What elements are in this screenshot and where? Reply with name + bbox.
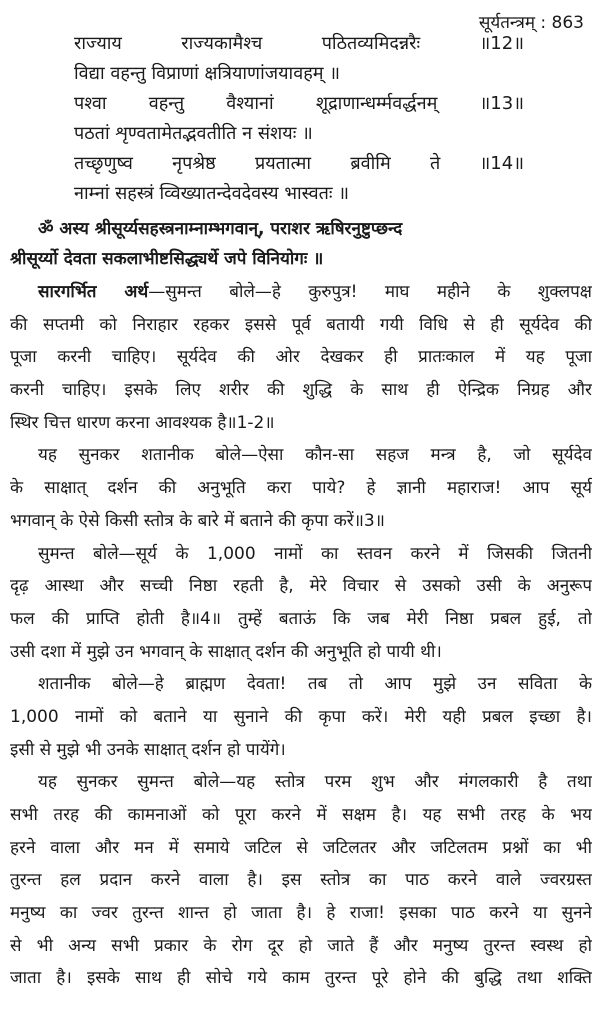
verse-line: नाम्नां सहस्त्रं व्विख्यातन्देवदेवस्य भास्वतः ॥ [74,183,350,204]
prose-line: मनुष्य का ज्वर तुरन्त शान्त हो जाता है। हे राजा! इसका पाठ करने या सुनने [10,903,592,924]
prose-line: के साक्षात् दर्शन की अनुभूति करा पाये? हे ज्ञानी महाराज! आप सूर्य [10,478,592,499]
prose-line: भगवान् के ऐसे किसी स्तोत्र के बारे में बताने की कृपा करें॥3॥ [10,510,385,531]
prose-line: तुरन्त हल प्रदान करने वाला है। इस स्तोत्र का पाठ करने वाले ज्वरग्रस्त [10,870,592,891]
verse-block [74,29,524,209]
meaning-text [10,276,592,995]
verse-line: पठतां शृण्वतामेतद्भवतीति न संशयः ॥ [74,123,313,144]
verse-line: विद्या वहन्तु विप्राणां क्षत्रियाणांजयावहम् ॥ [74,63,341,84]
prose-line: हरने वाला और मन में समाये जटिल से जटिलतर और जटिलतम प्रश्नों का भी [10,837,592,858]
verse-line: राज्याय राज्यकामैश्च पठितव्यमिदन्नरैः ॥12॥ [74,33,524,54]
prose-line: फल की प्राप्ति होती है॥4॥ तुम्हें बताऊं कि जब मेरी निष्ठा प्रबल हुई, तो [10,608,592,629]
prose-line: यह सुनकर सुमन्त बोले—यह स्तोत्र परम शुभ और मंगलकारी है तथा [38,772,592,793]
prose-line: उसी दशा में मुझे उन भगवान् के साक्षात् दर्शन की अनुभूति हो पायी थी। [10,641,442,662]
prose-line: 1,000 नामों को बताने या सुनाने की कृपा करें। मेरी यही प्रबल इच्छा है। [10,706,592,727]
prose-line: से भी अन्य सभी प्रकार के रोग दूर हो जाते हैं और मनुष्य तुरन्त स्वस्थ हो [10,935,592,956]
prose-line: पूजा करनी चाहिए। सूर्यदेव की ओर देखकर ही प्रातःकाल में यह पूजा [10,347,592,368]
verse-line: पश्वा वहन्तु वैश्यानां शूद्राणान्धर्म्मवर्द्धनम् ॥13॥ [74,93,524,114]
running-header: सूर्यतन्त्रम् : 863 [478,13,584,33]
prose-line: दृढ़ आस्था और सच्ची निष्ठा रहती है, मेरे विचार से उसको उसी के अनुरूप [10,576,592,597]
meaning-label: सारगर्भित अर्थ [38,282,149,302]
prose-line: की सप्तमी को निराहार रहकर इससे पूर्व बतायी गयी विधि से ही सूर्यदेव की [10,314,592,335]
prose-line: सभी तरह की कामनाओं को पूरा करने में सक्षम है। यह सभी तरह के भय [10,805,592,825]
prose-line: शतानीक बोले—हे ब्राह्मण देवता! तब तो आप मुझे उन सविता के [38,674,592,695]
prose-line: सुमन्त बोले—सूर्य के 1,000 नामों का स्तवन करने में जिसकी जितनी [38,543,592,564]
viniyoga-block [10,214,592,274]
prose-line: करनी चाहिए। इसके लिए शरीर की शुद्धि के साथ ही ऐन्द्रिक निग्रह और [10,380,592,401]
prose-line: स्थिर चित्त धारण करना आवश्यक है॥1-2॥ [10,412,275,433]
prose-line: जाता है। इसके साथ ही सोचे गये काम तुरन्त पूरे होने की बुद्धि तथा शक्ति [10,968,592,989]
viniyoga-line: ॐ अस्य श्रीसूर्य्यसहस्त्रनाम्नाम्भगवान्, पराशर ऋषिरनुष्टुप्छन्द [38,219,403,239]
prose-line: सारगर्भित अर्थ—सुमन्त बोले—हे कुरुपुत्र! माघ महीने के शुक्लपक्ष [38,282,592,302]
viniyoga-line: श्रीसूर्य्यो देवता सकलाभीष्टसिद्ध्यर्थे जपे विनियोगः ॥ [10,249,324,269]
prose-line: यह सुनकर शतानीक बोले—ऐसा कौन-सा सहज मन्त्र है, जो सूर्यदेव [38,445,592,466]
prose-line: इसी से मुझे भी उनके साक्षात् दर्शन हो पायेंगे। [10,739,286,760]
verse-line: तच्छृणुष्व नृपश्रेष्ठ प्रयतात्मा ब्रवीमि ते ॥14॥ [74,153,524,174]
